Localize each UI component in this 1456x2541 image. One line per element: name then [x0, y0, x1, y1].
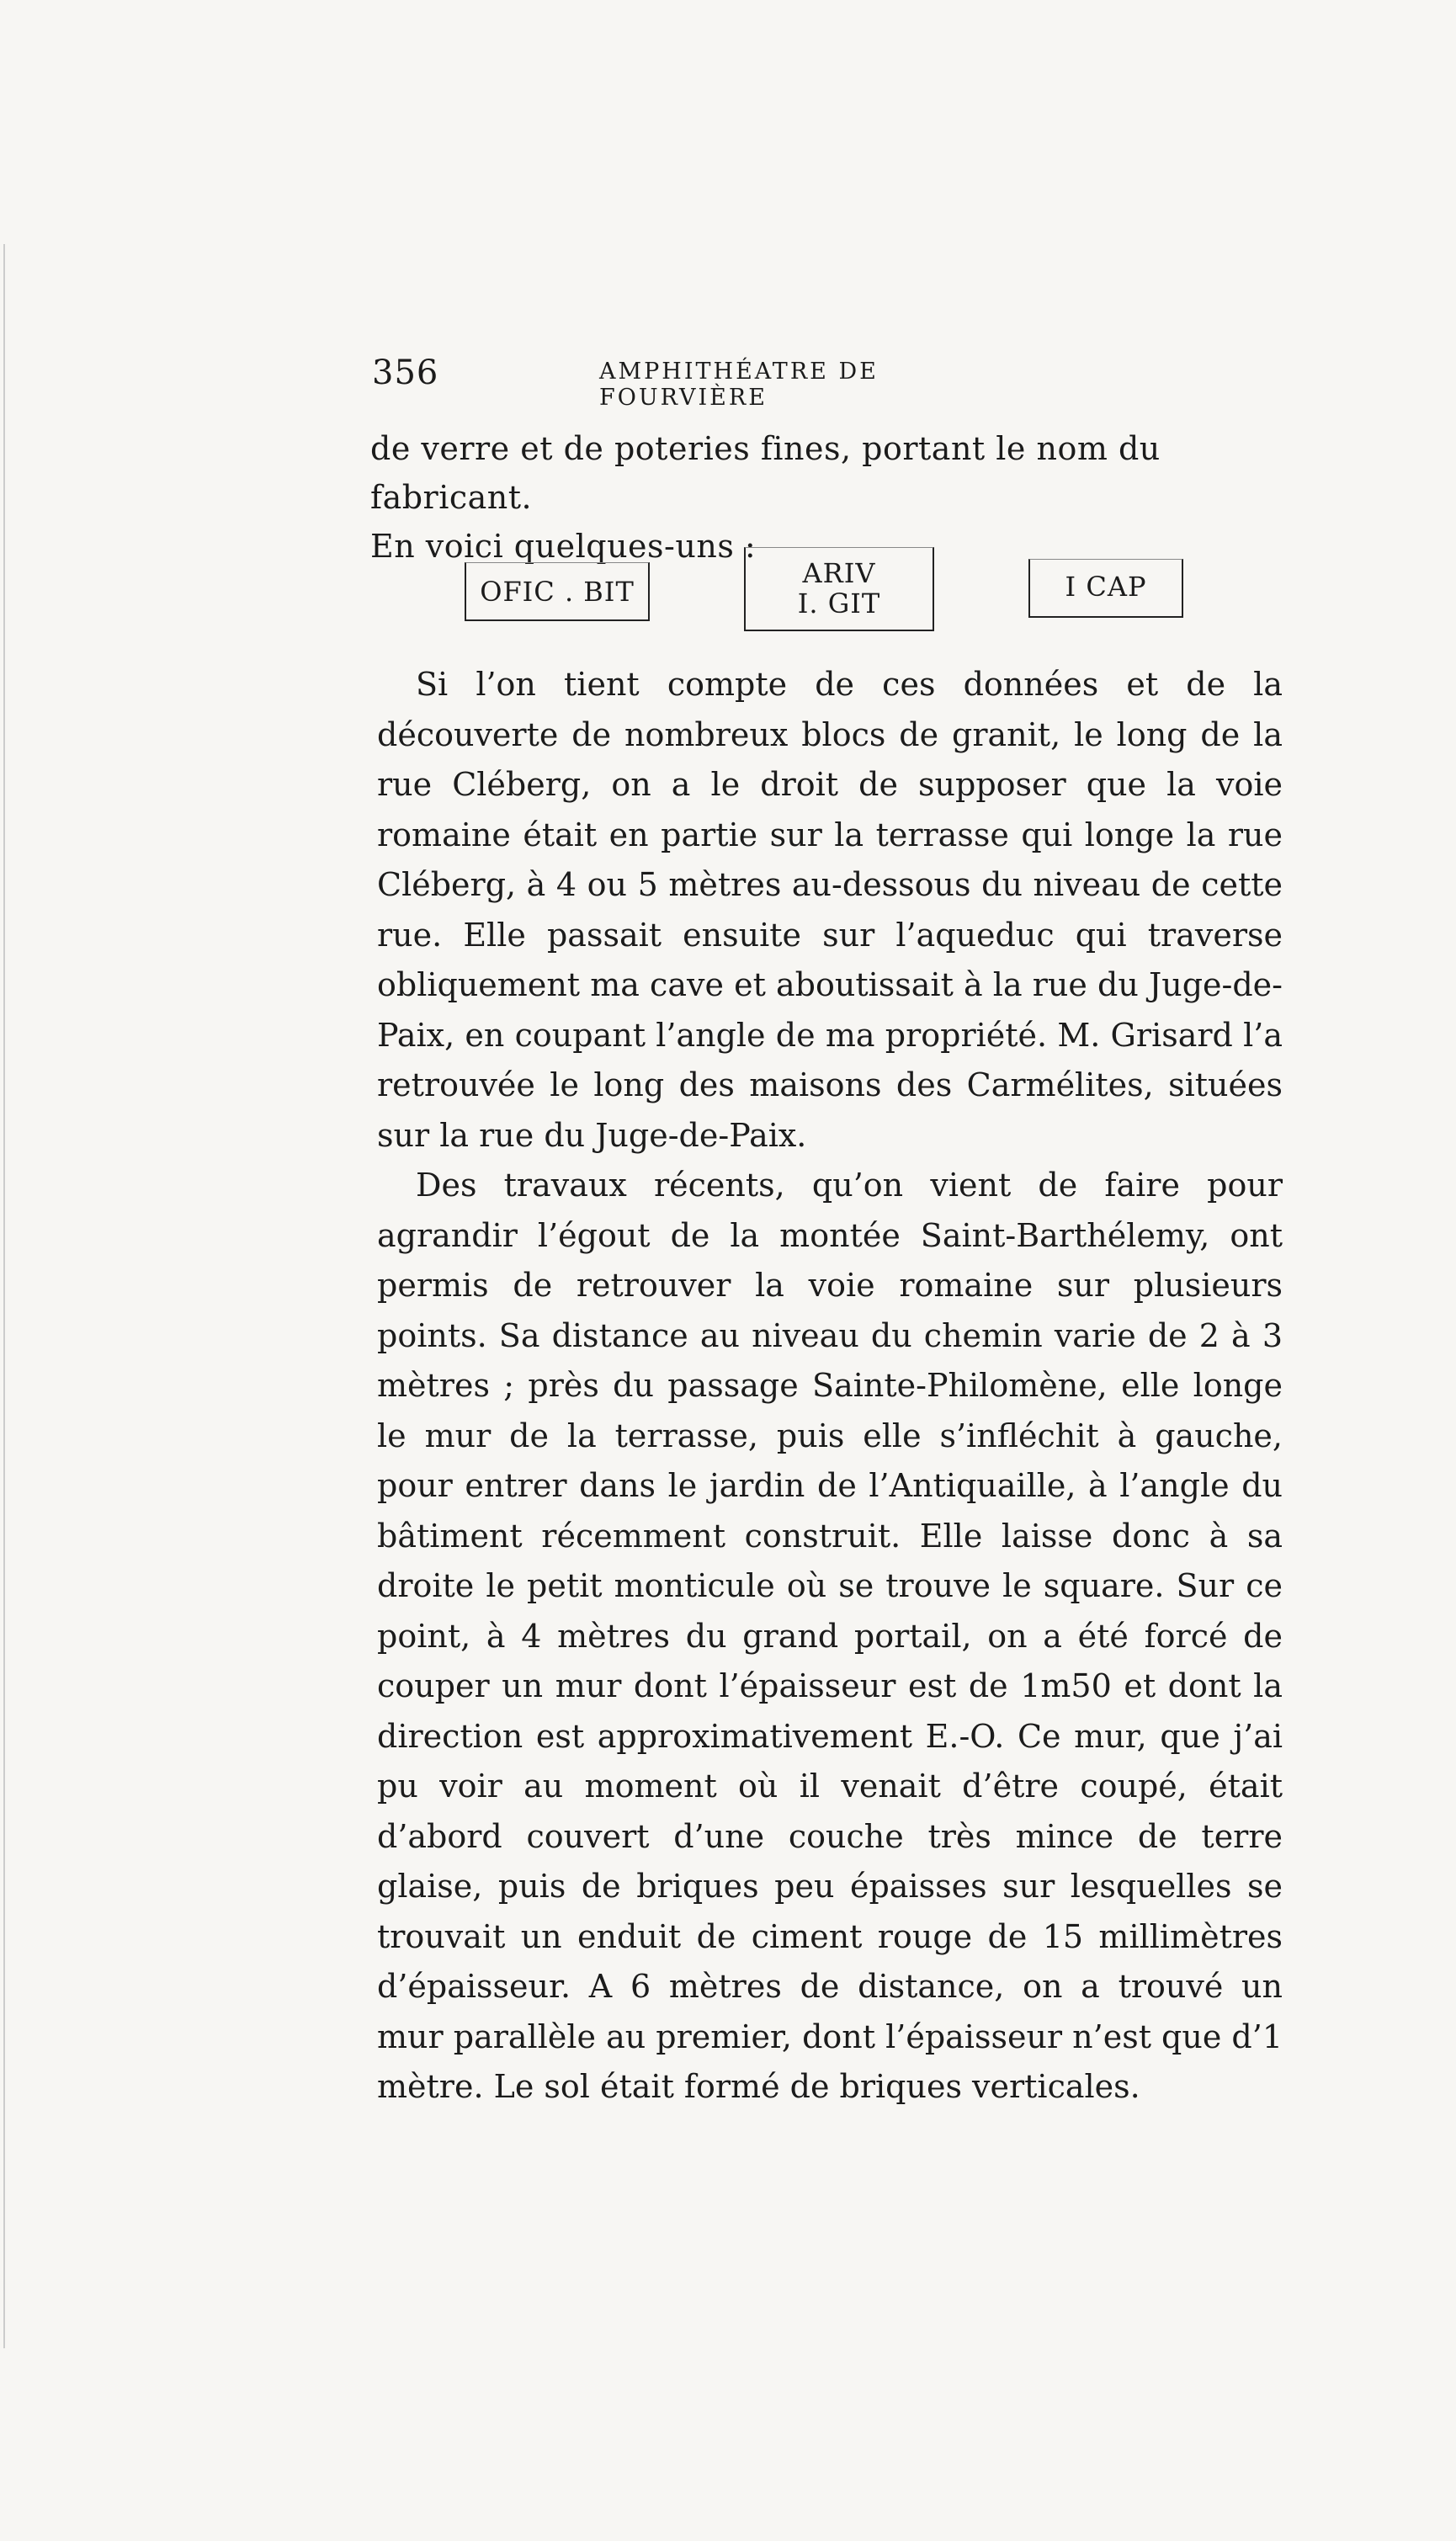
stamp-text: I CAP — [1065, 571, 1147, 603]
stamp-text: I. GIT — [797, 587, 881, 619]
stamp-text: ARIV — [802, 557, 876, 589]
running-head: AMPHITHÉATRE DE FOURVIÈRE — [599, 359, 879, 411]
intro-line: En voici quelques-uns : — [370, 528, 757, 565]
potter-stamps — [0, 545, 1456, 638]
stamp-text: OFIC . BIT — [480, 576, 635, 608]
page-number: 356 — [372, 354, 439, 392]
paragraph: Si l’on tient compte de ces données et de la découverte de nombreux blocs de granit, le long de la rue Cléberg, on a le droit de supposer que la voie romaine était en partie sur la terrasse qui longe la rue Cléberg, à 4 ou 5 mètres au-dessous du niveau de cette rue. Elle passait ensuite sur l’aqueduc qui traverse obliquement ma cave et aboutissait à la rue du Juge-de-Paix, en coupant l’angle de ma propriété. M. Grisard l’a retrouvée le long des maisons des Carmélites, situées sur la rue du Juge-de-Paix. — [377, 666, 1283, 1154]
potter-stamp — [465, 562, 650, 621]
body-text — [377, 660, 1283, 2113]
paragraph: Des travaux récents, qu’on vient de faire pour agrandir l’égout de la montée Saint-Barthélemy, ont permis de retrouver la voie romaine sur plusieurs points. Sa distance au niveau du chemin varie de 2 à 3 mètres ; près du passage Sainte-Philomène, elle longe le mur de la terrasse, puis elle s’infléchit à gauche, pour entrer dans le jardin de l’Antiquaille, à l’angle du bâtiment récemment construit. Elle laisse donc à sa droite le petit monticule où se trouve le square. Sur ce point, à 4 mètres du grand portail, on a été forcé de couper un mur dont l’épaisseur est de 1m50 et dont la direction est approximativement E.-O. Ce mur, que j’ai pu voir au moment où il venait d’être coupé, était d’abord couvert d’une couche très mince de terre glaise, puis de briques peu épaisses sur lesquelles se trouvait un enduit de ciment rouge de 15 millimètres d’épaisseur. A 6 mètres de distance, on a trouvé un mur parallèle au premier, dont l’épaisseur n’est que d’1 mètre. Le sol était formé de briques verticales. — [377, 1167, 1283, 2105]
potter-stamp — [1028, 559, 1183, 618]
potter-stamp — [744, 547, 934, 631]
intro-line: de verre et de poteries fines, portant le nom du fabricant. — [370, 430, 1161, 516]
page-header — [372, 352, 1045, 411]
